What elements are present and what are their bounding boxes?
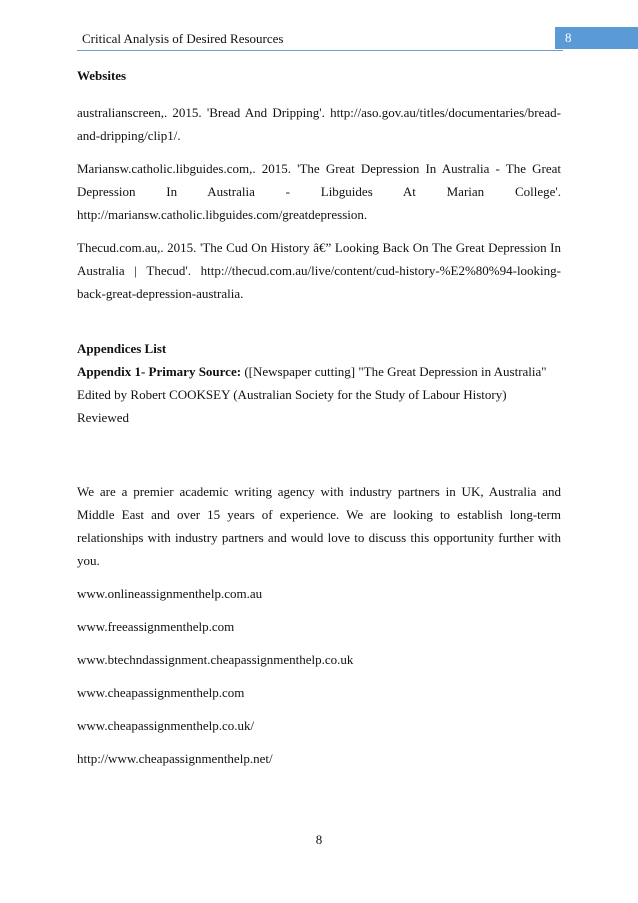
reference-item: australianscreen,. 2015. 'Bread And Dripping'. http://aso.gov.au/titles/documentaries/bread-and-dripping/clip1/. (77, 105, 561, 143)
header-rule (77, 50, 563, 51)
footer-page-number: 8 (315, 832, 323, 847)
appendix-label: Appendix 1- Primary Source: (77, 364, 242, 379)
header-title: Critical Analysis of Desired Resources (82, 31, 284, 46)
promo-link[interactable]: www.onlineassignmenthelp.com.au (77, 586, 263, 601)
header-page-number: 8 (555, 27, 638, 49)
promo-paragraph: We are a premier academic writing agency with industry partners in UK, Australia and Middle East and over 15 years of experience. We are looking to establish long-term relationships with industry partners and would love to discuss this opportunity further with you. (77, 484, 561, 568)
page-body (77, 64, 561, 770)
appendix-item (77, 360, 561, 429)
promo-link[interactable]: http://www.cheapassignmenthelp.net/ (77, 751, 273, 766)
websites-heading: Websites (77, 68, 127, 83)
reference-item: Thecud.com.au,. 2015. 'The Cud On History â€” Looking Back On The Great Depression In Australia | Thecud'. http://thecud.com.au/live/content/cud-history-%E2%80%94-looking-back-great-depression-australia. (77, 240, 561, 301)
promo-link[interactable]: www.freeassignmenthelp.com (77, 619, 235, 634)
appendices-heading: Appendices List (77, 341, 167, 356)
promo-link[interactable]: www.cheapassignmenthelp.co.uk/ (77, 718, 255, 733)
appendix-text: ([Newspaper cutting] "The Great Depression in Australia" Edited by Robert COOKSEY (Australian Society for the Study of Labour History) Reviewed (77, 364, 547, 425)
promo-link[interactable]: www.cheapassignmenthelp.com (77, 685, 245, 700)
promo-link[interactable]: www.btechndassignment.cheapassignmenthelp.co.uk (77, 652, 354, 667)
reference-item: Mariansw.catholic.libguides.com,. 2015. 'The Great Depression In Australia - The Great Depression In Australia - Libguides At Marian College'. http://mariansw.catholic.libguides.com/greatdepression. (77, 161, 561, 222)
